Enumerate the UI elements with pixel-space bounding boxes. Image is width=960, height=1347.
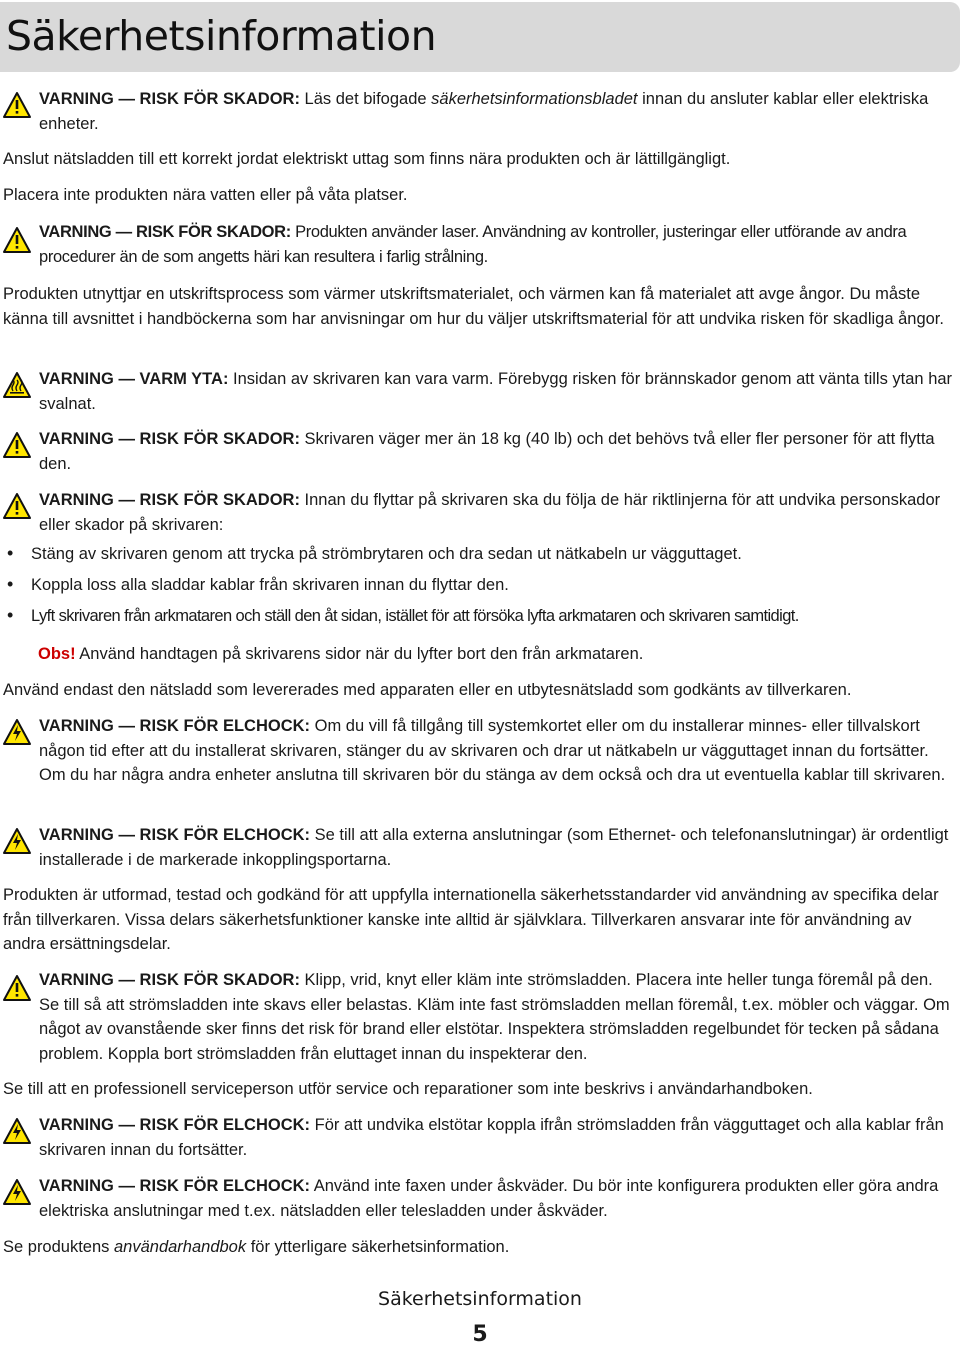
- list-item: Stäng av skrivaren genom att trycka på strömbrytaren och dra sedan ut nätkabeln ur vägguttaget.: [31, 545, 742, 563]
- note-text: Använd handtagen på skrivarens sidor när du lyfter bort den från arkmataren.: [75, 645, 644, 663]
- note: [38, 642, 938, 667]
- page-title: Säkerhetsinformation: [6, 12, 437, 60]
- warning-text: Klipp, vrid, knyt eller kläm inte strömsladden. Placera inte heller tunga föremål på den. Se till så att strömsladden inte skavs eller belastas. Kläm inte fast strömsladden mellan föremål, t.ex. möbler och väggar. Om något av ovanstående sker finns det risk för brand eller elstötar. Inspektera strömsladden regelbundet för tecken på sådana problem. Koppla bort strömsladden från eluttaget innan du inspekterar den.: [39, 971, 950, 1063]
- electric-shock-icon: [2, 718, 32, 746]
- bullet-icon: •: [7, 574, 14, 594]
- warning-text: innan du ansluter kablar eller elektriska enheter.: [39, 90, 929, 133]
- warning-lead: VARNING — RISK FÖR SKADOR:: [39, 90, 300, 108]
- paragraph-service: Se till att en professionell serviceperson utför service och reparationer som inte beskrivs i användarhandboken.: [3, 1080, 813, 1098]
- warning-triangle-icon: [2, 226, 32, 254]
- warning-text: Se till att alla externa anslutningar (som Ethernet- och telefonanslutningar) är ordentligt installerade i de markerade inkopplingsportarna.: [39, 826, 949, 869]
- title-bar: [0, 2, 960, 72]
- warning-shock-unplug: [39, 1113, 957, 1162]
- footer-section-title: Säkerhetsinformation: [378, 1288, 582, 1310]
- paragraph-text: för ytterligare säkerhetsinformation.: [246, 1238, 510, 1256]
- warning-shock-system-board: [39, 714, 957, 788]
- paragraph-fumes: Produkten utnyttjar en utskriftsprocess som värmer utskriftsmaterialet, och värmen kan få materialet att avge ångor. Du måste känna till avsnittet i handböckerna som har anvisningar om hur du väljer utskriftsmaterial för att undvika risken för skadliga ångor.: [3, 285, 944, 328]
- warning-triangle-icon: [2, 431, 32, 459]
- electric-shock-icon: [2, 1117, 32, 1145]
- paragraph-text: Se produktens: [3, 1238, 114, 1256]
- paragraph-more-info: [3, 1235, 955, 1260]
- warning-lead: VARNING — RISK FÖR SKADOR:: [39, 971, 300, 989]
- bullet-icon: •: [7, 605, 14, 625]
- warning-text: Använd inte faxen under åskväder. Du bör inte konfigurera produkten eller göra andra elektriska anslutningar med t.ex. nätsladden eller telesladden under åskväder.: [39, 1177, 939, 1220]
- page-number: 5: [472, 1322, 488, 1347]
- warning-text: Innan du flyttar på skrivaren ska du följa de här riktlinjerna för att undvika personskador eller skador på skrivaren:: [39, 491, 941, 534]
- warning-triangle-icon: [2, 91, 32, 119]
- warning-lead: VARNING — RISK FÖR ELCHOCK:: [39, 826, 311, 844]
- warning-emphasis: säkerhetsinformationsbladet: [431, 90, 638, 108]
- warning-lead: VARNING — VARM YTA:: [39, 370, 229, 388]
- warning-text: Skrivaren väger mer än 18 kg (40 lb) och det behövs två eller fler personer för att flytta den.: [39, 430, 935, 473]
- warning-lead: VARNING — RISK FÖR SKADOR:: [39, 430, 300, 448]
- list-item: Lyft skrivaren från arkmataren och ställ den åt sidan, istället för att försöka lyfta arkmataren och skrivaren samtidigt.: [31, 607, 799, 625]
- paragraph-emphasis: användarhandbok: [114, 1238, 247, 1256]
- warning-shock-connections: [39, 823, 957, 872]
- warning-text: Läs det bifogade: [299, 90, 432, 108]
- warning-text: Produkten använder laser. Användning av kontroller, justeringar eller utförande av andra procedurer än de som angetts häri kan resultera i farlig strålning.: [39, 223, 907, 266]
- warning-injury-safety-sheet: [39, 87, 957, 136]
- warning-text: För att undvika elstötar koppla ifrån strömsladden från vägguttaget och alla kablar från skrivaren innan du fortsätter.: [39, 1116, 944, 1159]
- bullet-icon: •: [7, 543, 14, 563]
- electric-shock-icon: [2, 827, 32, 855]
- warning-laser: [39, 220, 957, 269]
- warning-hot-surface: [39, 367, 957, 416]
- electric-shock-icon: [2, 1178, 32, 1206]
- hot-surface-icon: [2, 371, 32, 399]
- paragraph-power-cord: Använd endast den nätsladd som levererades med apparaten eller en utbytesnätsladd som godkänts av tillverkaren.: [3, 681, 852, 699]
- warning-text: Om du vill få tillgång till systemkortet eller om du installerar minnes- eller tillvalskort någon tid efter att du installerat skrivaren, stänger du av skrivaren och drar ut nätkabeln ur vägguttaget innan du fortsätter. Om du har några andra enheter anslutna till skrivaren bör du stänga av dem också och dra ut eventuella kablar till skrivaren.: [39, 717, 946, 784]
- warning-moving-printer: [39, 488, 957, 537]
- paragraph-standards: Produkten är utformad, testad och godkänd för att uppfylla internationella säkerhetsstandarder vid användning av specifika delar från tillverkaren. Vissa delars säkerhetsfunktioner kanske inte alltid är självklara. Tillverkaren ansvarar inte för användning av andra ersättningsdelar.: [3, 886, 939, 953]
- warning-triangle-icon: [2, 974, 32, 1002]
- warning-shock-thunderstorm: [39, 1174, 957, 1223]
- warning-power-cord: [39, 968, 957, 1066]
- note-label: Obs!: [38, 645, 76, 663]
- warning-lead: VARNING — RISK FÖR ELCHOCK:: [39, 1177, 311, 1195]
- warning-lead: VARNING — RISK FÖR SKADOR:: [39, 223, 291, 241]
- warning-lead: VARNING — RISK FÖR SKADOR:: [39, 491, 300, 509]
- list-item: Koppla loss alla sladdar kablar från skrivaren innan du flyttar den.: [31, 576, 509, 594]
- warning-weight: [39, 427, 957, 476]
- warning-lead: VARNING — RISK FÖR ELCHOCK:: [39, 1116, 311, 1134]
- paragraph-grounded-outlet: Anslut nätsladden till ett korrekt jordat elektriskt uttag som finns nära produkten och är lättillgängligt.: [3, 150, 731, 168]
- warning-triangle-icon: [2, 492, 32, 520]
- warning-text: Insidan av skrivaren kan vara varm. Förebygg risken för brännskador genom att vänta tills ytan har svalnat.: [39, 370, 953, 413]
- warning-lead: VARNING — RISK FÖR ELCHOCK:: [39, 717, 311, 735]
- paragraph-water: Placera inte produkten nära vatten eller på våta platser.: [3, 186, 408, 204]
